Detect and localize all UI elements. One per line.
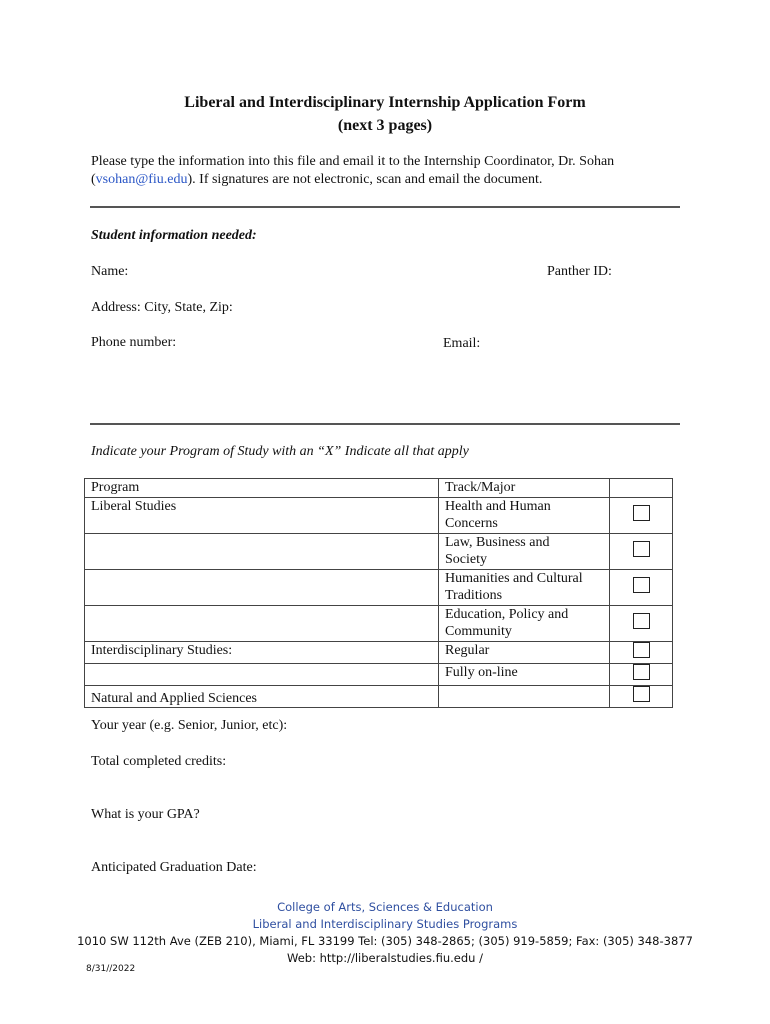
header-check [610,479,673,498]
address-label: Address: City, State, Zip: [91,300,233,315]
form-subtitle: (next 3 pages) [337,117,433,134]
student-info-heading: Student information needed: [91,228,257,243]
check-cell [610,686,673,708]
graduation-label: Anticipated Graduation Date: [91,860,257,875]
check-cell [610,664,673,686]
checkbox[interactable] [633,664,650,680]
track-cell [439,686,610,708]
track-line: Education, Policy and [445,607,569,622]
checkbox[interactable] [633,686,650,702]
checkbox[interactable] [633,613,650,629]
coordinator-email-link[interactable]: vsohan@fiu.edu [95,172,188,187]
check-cell [610,570,673,606]
footer [0,899,770,967]
track-line: Concerns [445,516,498,531]
checkbox[interactable] [633,541,650,557]
track-cell [439,534,610,570]
track-cell [439,570,610,606]
instructions [91,153,681,189]
gpa-label: What is your GPA? [91,807,200,822]
year-label: Your year (e.g. Senior, Junior, etc): [91,718,288,733]
program-cell [85,570,439,606]
track-line: Community [445,624,512,639]
instructions-line2 [91,171,681,189]
open-paren: ( [91,172,96,187]
check-cell [610,606,673,642]
track-line: Humanities and Cultural [445,571,583,586]
panther-id-label: Panther ID: [547,264,612,279]
track-line: Health and Human [445,499,551,514]
email-label: Email: [443,336,481,351]
track-cell: Fully on-line [439,664,610,686]
program-cell: Natural and Applied Sciences [85,686,439,708]
footer-college: College of Arts, Sciences & Education [277,900,493,914]
program-cell [85,606,439,642]
program-cell [85,534,439,570]
document-date: 8/31//2022 [86,964,136,974]
form-title: Liberal and Interdisciplinary Internship Application Form [184,94,586,111]
track-line: Society [445,552,487,567]
table-row [85,498,673,534]
footer-web: Web: http://liberalstudies.fiu.edu / [287,951,483,965]
header-program: Program [85,479,439,498]
table-row [85,664,673,686]
divider [90,423,680,425]
divider [90,206,680,208]
table-header-row [85,479,673,498]
table-row [85,642,673,664]
program-prompt: Indicate your Program of Study with an “X” Indicate all that apply [91,444,469,459]
table-row [85,606,673,642]
track-cell [439,498,610,534]
track-cell: Regular [439,642,610,664]
program-cell: Interdisciplinary Studies: [85,642,439,664]
track-line: Law, Business and [445,535,550,550]
program-cell [85,664,439,686]
table-row [85,534,673,570]
table-row [85,570,673,606]
footer-address: 1010 SW 112th Ave (ZEB 210), Miami, FL 33199 Tel: (305) 348-2865; (305) 919-5859; Fax: (305) 348-3877 [77,934,693,948]
check-cell [610,534,673,570]
checkbox[interactable] [633,642,650,658]
checkbox[interactable] [633,577,650,593]
check-cell [610,498,673,534]
program-cell: Liberal Studies [85,498,439,534]
footer-program: Liberal and Interdisciplinary Studies Programs [252,917,518,931]
table-row [85,686,673,708]
check-cell [610,642,673,664]
phone-label: Phone number: [91,335,177,350]
track-cell [439,606,610,642]
instructions-line2-rest: ). If signatures are not electronic, scan and email the document. [187,172,543,187]
checkbox[interactable] [633,505,650,521]
instructions-line1: Please type the information into this file and email it to the Internship Coordinator, Dr. Sohan [91,154,615,169]
program-table [84,478,673,708]
credits-label: Total completed credits: [91,754,227,769]
header-track: Track/Major [439,479,610,498]
name-label: Name: [91,264,129,279]
track-line: Traditions [445,588,503,603]
